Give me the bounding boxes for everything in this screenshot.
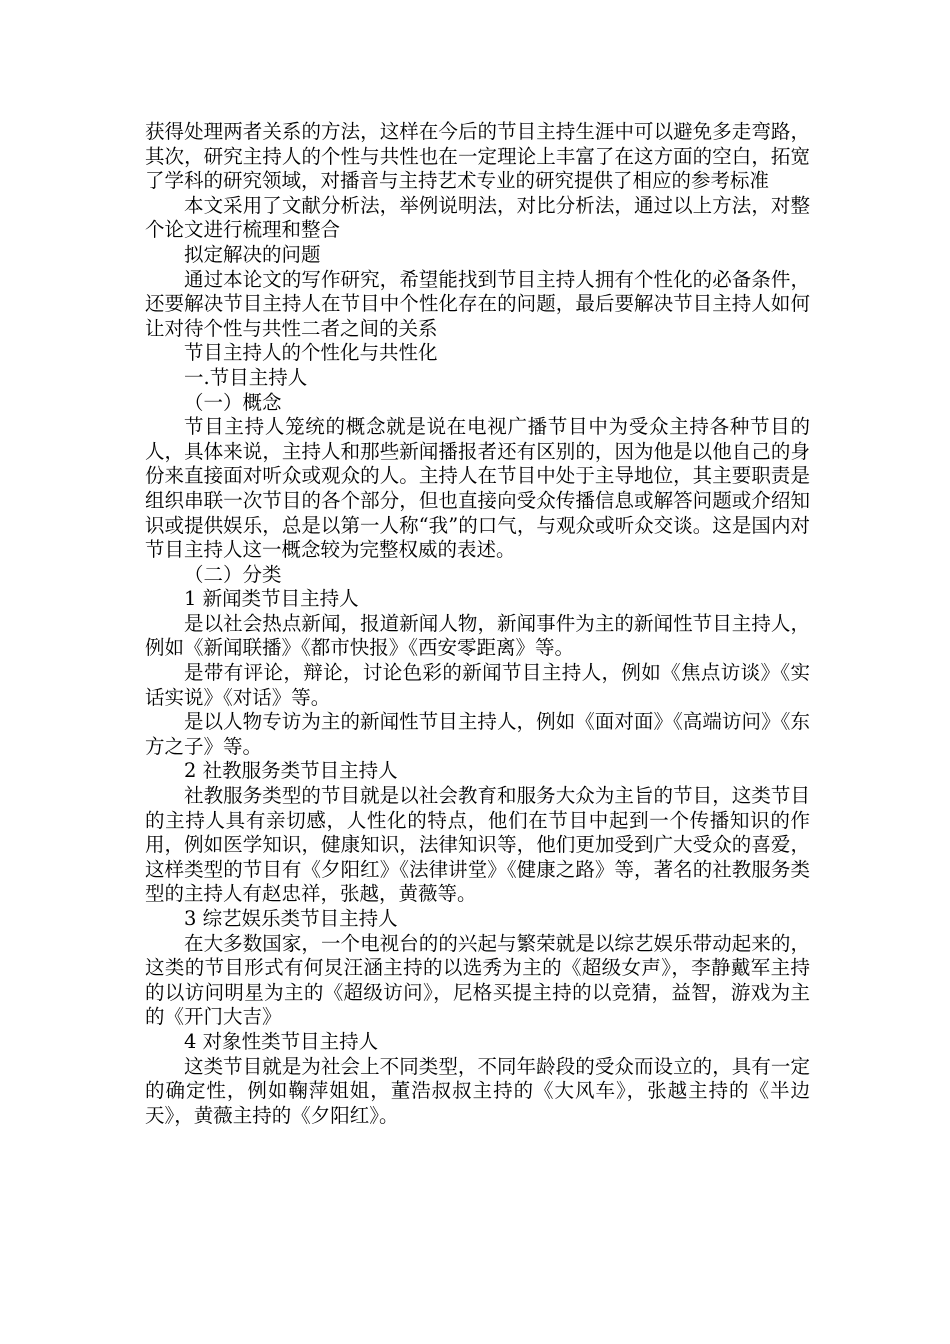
heading-concept: （一）概念 bbox=[184, 390, 282, 414]
heading-problems: 拟定解决的问题 bbox=[184, 242, 321, 266]
paragraph-news-1: 是以社会热点新闻，报道新闻人物，新闻事件为主的新闻性节目主持人，例如《新闻联播》《都市快报》《西安零距离》等。 bbox=[145, 611, 810, 660]
paragraph-social: 社教服务类型的节目就是以社会教育和服务大众为主旨的节目，这类节目的主持人具有亲切感，人性化的特点，他们在节目中起到一个传播知识的作用，例如医学知识，健康知识，法律知识等，他们更加受到广大受众的喜爱，这样类型的节目有《夕阳红》《法律讲堂》《健康之路》等，著名的社教服务类型的主持人有赵忠祥，张越，黄薇等。 bbox=[145, 784, 810, 906]
heading-variety-host: 3 综艺娱乐类节目主持人 bbox=[184, 907, 398, 930]
heading-classification: （二）分类 bbox=[184, 562, 282, 586]
paragraph-news-3: 是以人物专访为主的新闻性节目主持人，例如《面对面》《高端访问》《东方之子》等。 bbox=[145, 710, 810, 758]
paragraph-4: 通过本论文的写作研究，希望能找到节目主持人拥有个性化的必备条件，还要解决节目主持人在节目中个性化存在的问题，最后要解决节目主持人如何让对待个性与共性二者之间的关系 bbox=[145, 267, 810, 340]
paragraph-1: 获得处理两者关系的方法，这样在今后的节目主持生涯中可以避免多走弯路，其次，研究主持人的个性与共性也在一定理论上丰富了在这方面的空白，拓宽了学科的研究领域，对播音与主持艺术专业的研究提供了相应的参考标准 bbox=[145, 120, 810, 193]
paragraph-variety: 在大多数国家，一个电视台的的兴起与繁荣就是以综艺娱乐带动起来的，这类的节目形式有何炅汪涵主持的以选秀为主的《超级女声》，李静戴军主持的以访问明星为主的《超级访问》，尼格买提主持的以竞猜，益智，游戏为主的《开门大吉》 bbox=[145, 931, 810, 1029]
document-page bbox=[145, 120, 810, 1128]
heading-news-host: 1 新闻类节目主持人 bbox=[184, 587, 359, 611]
paragraph-concept: 节目主持人笼统的概念就是说在电视广播节目中为受众主持各种节目的人，具体来说，主持人和那些新闻播报者还有区别的，因为他是以他自己的身份来直接面对听众或观众的人。主持人在节目中处于主导地位，其主要职责是组织串联一次节目的各个部分，但也直接向受众传播信息或解答问题或介绍知识或提供娱乐，总是以第一人称“我”的口气，与观众或听众交谈。这是国内对节目主持人这一概念较为完整权威的表述。 bbox=[145, 415, 810, 562]
heading-social-host: 2 社教服务类节目主持人 bbox=[184, 759, 398, 783]
paragraph-target: 这类节目就是为社会上不同类型，不同年龄段的受众而设立的，具有一定的确定性，例如鞠萍姐姐，董浩叔叔主持的《大风车》，张越主持的《半边天》，黄薇主持的《夕阳红》。 bbox=[145, 1054, 810, 1127]
heading-target-host: 4 对象性类节目主持人 bbox=[184, 1029, 379, 1053]
heading-section-1: 一.节目主持人 bbox=[184, 365, 308, 389]
paragraph-2: 本文采用了文献分析法，举例说明法，对比分析法，通过以上方法，对整个论文进行梳理和整合 bbox=[145, 193, 810, 242]
paragraph-news-2: 是带有评论，辩论，讨论色彩的新闻节目主持人，例如《焦点访谈》《实话实说》《对话》等。 bbox=[145, 661, 810, 709]
heading-main-title: 节目主持人的个性化与共性化 bbox=[184, 341, 438, 365]
